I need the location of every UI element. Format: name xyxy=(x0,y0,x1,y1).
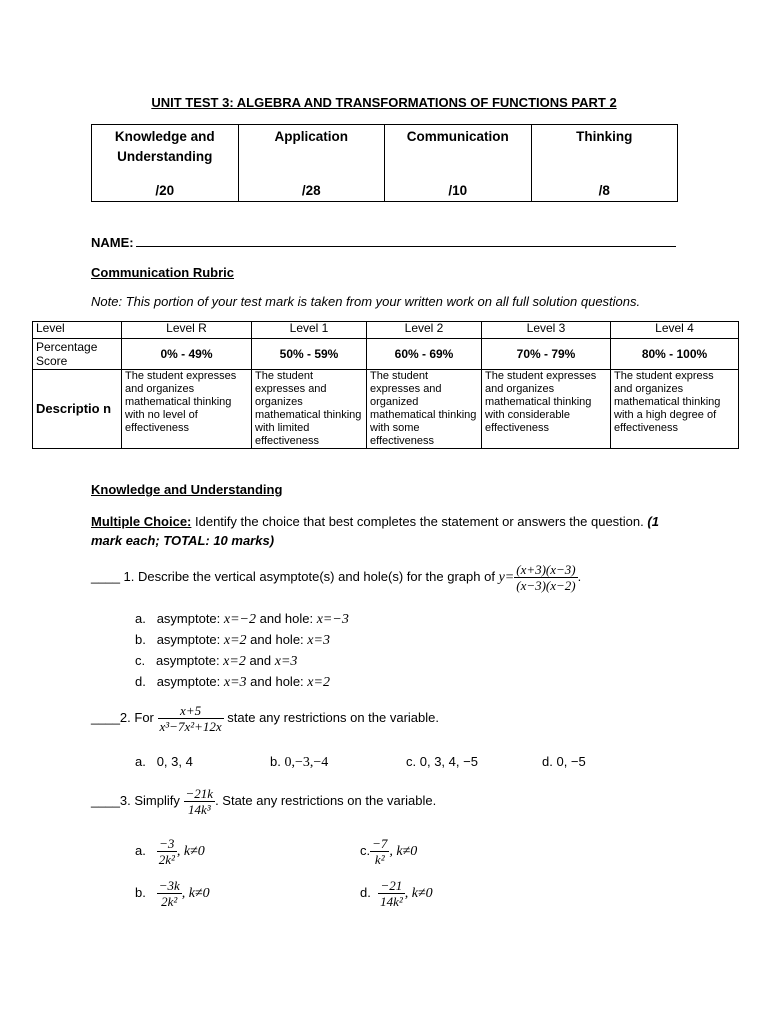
score-label: /28 xyxy=(301,183,321,198)
marks-cell-application xyxy=(238,125,385,202)
q2-option-d[interactable] xyxy=(542,754,586,769)
option-math: x=3 xyxy=(223,675,247,690)
q3-option-d[interactable] xyxy=(360,878,433,909)
option-text: and hole: xyxy=(256,611,317,626)
q1-option-d[interactable] xyxy=(135,674,330,691)
mc-marks: (1 mark each; TOTAL: 10 marks) xyxy=(91,514,659,548)
q2-option-a[interactable] xyxy=(135,754,193,769)
option-letter: c. xyxy=(406,754,417,769)
q2-prefix: ____2. For xyxy=(91,709,154,725)
rubric-percentage: 60% - 69% xyxy=(367,339,482,370)
marks-table xyxy=(91,124,678,202)
option-math: x=−2 xyxy=(223,612,256,627)
option-numerator: −3k xyxy=(158,878,180,893)
option-denominator: 2k² xyxy=(158,852,175,867)
q3-fraction xyxy=(184,786,216,817)
rubric-description-label: Descriptio n xyxy=(33,370,122,449)
rubric-percentage: 70% - 79% xyxy=(482,339,611,370)
rubric-level: Level 2 xyxy=(367,322,482,339)
option-text: 0, 3, 4 xyxy=(156,754,193,769)
option-text: and hole: xyxy=(246,632,308,647)
option-numerator: −3 xyxy=(157,836,177,852)
rubric-note: Note: This portion of your test mark is taken from your written work on all full solution questions. xyxy=(91,294,641,309)
option-text: asymptote: xyxy=(156,611,224,626)
question-1: ____ 1. Describe the vertical asymptote(s) and hole(s) for the graph of y= $\frac{(x+3)(x-3)}{(x-3)(x-2)}$ . xyxy=(91,562,582,593)
rubric-description: The student expresses and organizes mathematical thinking with limited effectiveness xyxy=(252,370,367,449)
option-math: x=2 xyxy=(223,633,247,648)
option-condition: , k≠0 xyxy=(404,885,433,901)
q1-fraction xyxy=(514,562,577,593)
rubric-percentage: 80% - 100% xyxy=(611,339,739,370)
rubric-description: The student expresses and organized mathematical thinking with some effectiveness xyxy=(367,370,482,449)
score-label: /10 xyxy=(448,183,468,198)
q3-suffix: . State any restrictions on the variable. xyxy=(215,792,437,808)
option-numerator: −21 xyxy=(378,878,405,894)
rubric-description: The student expresses and organizes mathematical thinking with considerable effectiveness xyxy=(482,370,611,449)
question-3 xyxy=(91,786,436,817)
mc-text: Identify the choice that best completes the statement or answers the question. xyxy=(191,514,644,529)
option-text: asymptote: xyxy=(156,632,224,647)
option-fraction xyxy=(157,836,177,867)
option-condition: , k≠0 xyxy=(389,843,418,859)
option-math: x=2 xyxy=(223,654,246,669)
q2-option-c[interactable] xyxy=(406,754,478,769)
rubric-level-label: Level xyxy=(33,322,122,339)
name-label: NAME: xyxy=(91,235,134,250)
score-label: /8 xyxy=(598,183,610,198)
rubric-level: Level 3 xyxy=(482,322,611,339)
option-letter: a. xyxy=(135,842,146,858)
option-letter: c. xyxy=(135,653,146,668)
option-math: x=3 xyxy=(274,654,298,669)
option-text: 0, −5 xyxy=(556,754,586,769)
option-denominator: 14k² xyxy=(380,894,403,909)
option-letter: d. xyxy=(360,884,371,900)
marks-cell-communication xyxy=(385,125,532,202)
q1-option-c[interactable] xyxy=(135,653,297,670)
category-label: Communication xyxy=(406,129,509,144)
option-letter: d. xyxy=(135,674,146,689)
rubric-level: Level R xyxy=(122,322,252,339)
mc-label: Multiple Choice: xyxy=(91,514,192,529)
rubric-percentage: 0% - 49% xyxy=(122,339,252,370)
option-letter: b. xyxy=(135,884,146,900)
option-letter: a. xyxy=(135,611,146,626)
rubric-level: Level 1 xyxy=(252,322,367,339)
q3-option-a[interactable] xyxy=(135,836,205,867)
ku-heading: Knowledge and Understanding xyxy=(91,482,283,497)
category-label: Thinking xyxy=(576,129,633,144)
option-math: x=2 xyxy=(307,675,330,690)
rubric-percentage-label: Percentage Score xyxy=(33,339,122,370)
q1-prefix: ____ 1. Describe the vertical asymptote(s) and hole(s) for the graph of xyxy=(91,568,495,584)
question-2 xyxy=(91,703,439,734)
option-math: x=3 xyxy=(307,633,330,648)
option-text: asymptote: xyxy=(155,653,224,668)
q1-denominator: (x−3)(x−2) xyxy=(516,578,576,593)
score-label: /20 xyxy=(155,183,175,198)
q1-option-b[interactable] xyxy=(135,632,330,649)
option-condition: , k≠0 xyxy=(181,885,210,901)
q2-suffix: state any restrictions on the variable. xyxy=(227,709,440,725)
q1-option-a[interactable] xyxy=(135,611,349,628)
option-letter: c. xyxy=(360,842,371,858)
rubric-description: The student expresses and organizes mathematical thinking with no level of effectiveness xyxy=(122,370,252,449)
name-line[interactable] xyxy=(136,234,676,247)
marks-cell-thinking xyxy=(531,125,678,202)
option-letter: d. xyxy=(542,754,553,769)
option-text: and xyxy=(245,653,275,668)
rubric-heading: Communication Rubric xyxy=(91,265,235,280)
communication-rubric-table xyxy=(32,321,739,449)
category-label: Knowledge and Understanding xyxy=(114,129,215,164)
option-fraction xyxy=(370,836,389,867)
q1-lhs: y= xyxy=(498,569,515,585)
option-letter: b. xyxy=(135,632,146,647)
q3-numerator: −21k xyxy=(185,786,214,801)
q2-option-b[interactable] xyxy=(270,754,328,771)
q2-fraction xyxy=(158,703,224,734)
option-letter: b. xyxy=(270,754,281,769)
category-label: Application xyxy=(274,129,348,144)
q3-prefix: ____3. Simplify xyxy=(91,792,180,808)
option-text: 0, 3, 4, −5 xyxy=(419,754,478,769)
option-denominator: k² xyxy=(374,852,385,867)
option-letter: a. xyxy=(135,754,146,769)
mc-instructions xyxy=(91,512,691,550)
option-fraction xyxy=(378,878,405,909)
option-numerator: −7 xyxy=(372,836,388,851)
q3-denominator: 14k³ xyxy=(187,802,211,817)
option-fraction xyxy=(157,878,182,909)
option-denominator: 2k² xyxy=(161,894,178,909)
q2-numerator: x+5 xyxy=(158,703,224,719)
option-text: asymptote: xyxy=(156,674,224,689)
option-text: and hole: xyxy=(246,674,308,689)
marks-cell-ku xyxy=(92,125,239,202)
q1-numerator: (x+3)(x−3) xyxy=(516,562,576,577)
option-text: 0,−3,−4 xyxy=(284,755,329,770)
name-field[interactable] xyxy=(91,234,676,250)
rubric-percentage: 50% - 59% xyxy=(252,339,367,370)
rubric-description: The student express and organizes mathematical thinking with a high degree of effectiveness xyxy=(611,370,739,449)
q3-option-b[interactable] xyxy=(135,878,210,909)
rubric-level: Level 4 xyxy=(611,322,739,339)
option-math: x=−3 xyxy=(316,612,349,627)
option-condition: , k≠0 xyxy=(176,843,205,859)
q3-option-c[interactable] xyxy=(360,836,417,867)
test-title: UNIT TEST 3: ALGEBRA AND TRANSFORMATIONS OF FUNCTIONS PART 2 xyxy=(151,95,617,110)
q2-denominator: x³−7x²+12x xyxy=(159,719,222,734)
